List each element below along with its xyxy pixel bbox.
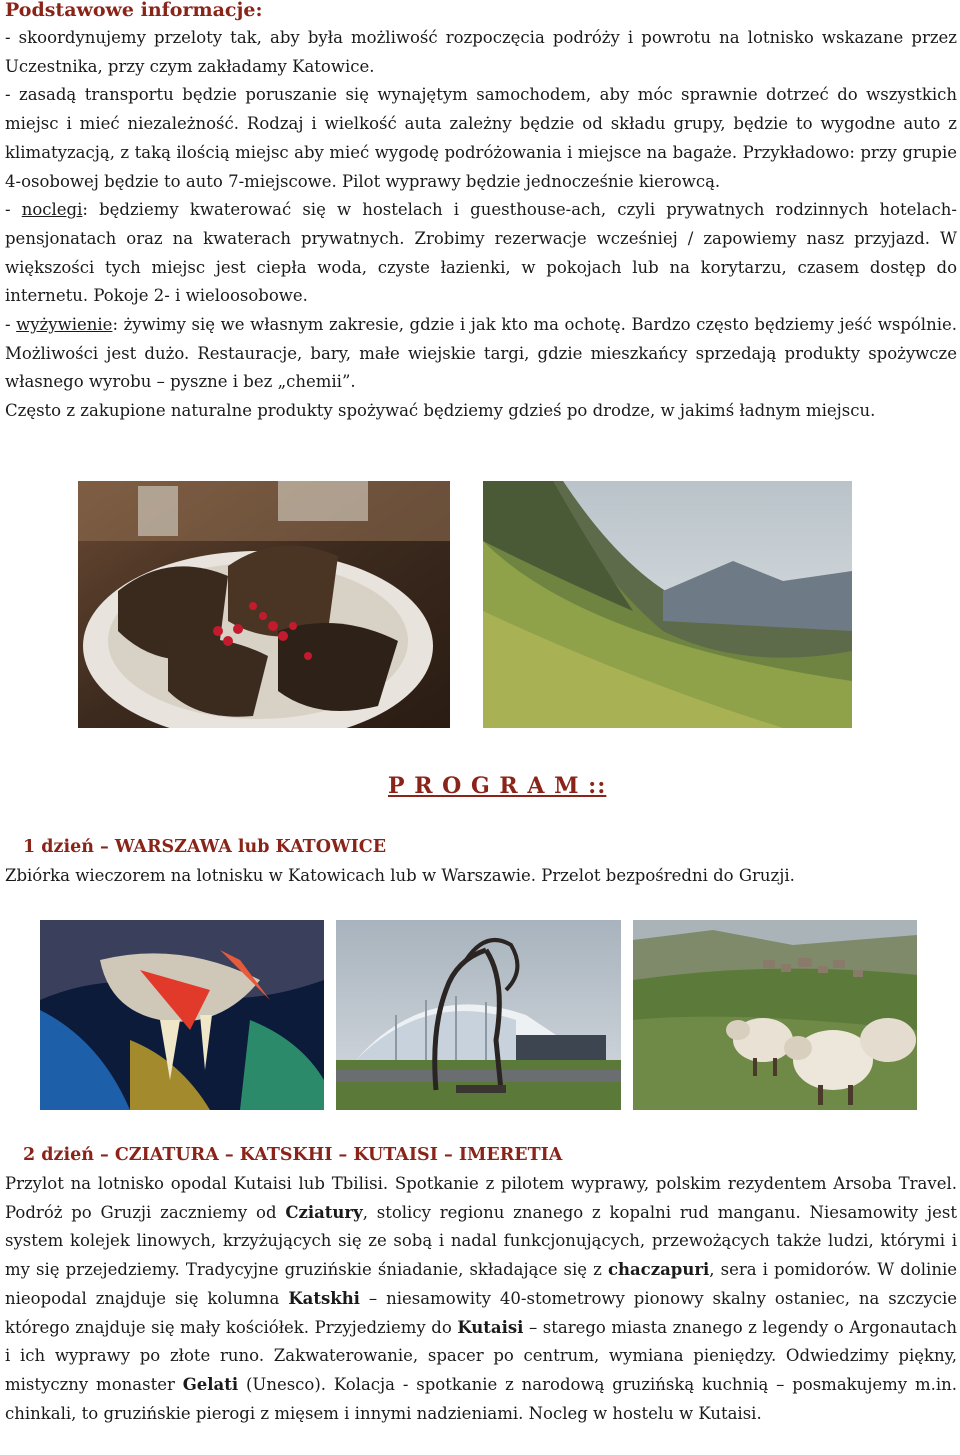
- day2-text-part: – niesamowity 40-stometrowy pionowy skalny ostaniec, na szczycie którego znajduje się mały kościółek. Przyjedziemy do: [5, 1288, 957, 1337]
- accommodation-paragraph: [5, 196, 957, 311]
- building-photo: [336, 920, 621, 1110]
- intro-text: [5, 24, 957, 426]
- accommodation-term: noclegi: [21, 200, 83, 220]
- food-photo: [78, 481, 450, 728]
- place-cziatura: Cziatury: [285, 1202, 363, 1222]
- mountain-photo: [483, 481, 852, 728]
- day2-text-part: – starego miasta znanego z legendy o Argonautach i ich wyprawy po złote runo. Zakwaterowanie, spacer po centrum, wymiana pieniędzy. Odwiedzimy piękny, mistyczny monaster: [5, 1317, 958, 1394]
- day1-title: 1 dzień – WARSZAWA lub KATOWICE: [23, 837, 387, 857]
- village-sheep-photo: [633, 920, 917, 1110]
- day2-text-part: , stolicy regionu znanego z kopalni rud manganu. Niesamowity jest system kolejek linowych, krzyżujących się ze sobą i nadal funkcjonujących, przewożących także ludzi, którymi i my się przejedziemy. Tradycyjne gruzińskie śniadanie, składające się z: [5, 1202, 958, 1280]
- place-gelati: Gelati: [182, 1374, 239, 1394]
- day2-text-part: Przylot na lotnisko opodal Kutaisi lub Tbilisi. Spotkanie z pilotem wyprawy, polskim rezydentem Arsoba Travel. Podróż po Gruzji zaczniemy od: [5, 1174, 957, 1222]
- food-paragraph: [5, 311, 957, 397]
- food-text: : żywimy się we własnym zakresie, gdzie i jak kto ma ochotę. Bardzo często będziemy jeść wspólnie. Możliwości jest dużo. Restauracje, bary, małe wiejskie targi, gdzie mieszkańcy sprzedają produkty spożywcze własnego wyrobu – pyszne i bez „chemii”.: [5, 315, 957, 392]
- day2-title: 2 dzień – CZIATURA – KATSKHI – KUTAISI – IMERETIA: [23, 1145, 563, 1165]
- day2-text: [5, 1170, 957, 1428]
- dish-chaczapuri: chaczapuri: [607, 1260, 710, 1280]
- day2-text-part: (Unesco). Kolacja - spotkanie z narodową gruzińską kuchnią – posmakujemy m.in. chinkali, to gruzińskie pierogi z mięsem i innymi nadzieniami. Nocleg w hostelu w Kutaisi.: [5, 1374, 957, 1423]
- food-note-paragraph: Często z zakupione naturalne produkty spożywać będziemy gdzieś po drodze, w jakimś ładnym miejscu.: [5, 401, 876, 421]
- day1-text: Zbiórka wieczorem na lotnisku w Katowicach lub w Warszawie. Przelot bezpośredni do Gruzji.: [5, 866, 795, 885]
- bullet-dash: -: [5, 200, 22, 220]
- place-katskhi: Katskhi: [288, 1288, 360, 1308]
- bullet-dash: -: [5, 315, 17, 335]
- place-kutaisi: Kutaisi: [457, 1317, 524, 1337]
- food-term: wyżywienie: [16, 315, 113, 335]
- flights-paragraph: - skoordynujemy przeloty tak, aby była możliwość rozpoczęcia podróży i powrotu na lotnisko wskazane przez Uczestnika, przy czym zakładamy Katowice.: [5, 28, 957, 76]
- section-title: Podstawowe informacje:: [5, 0, 263, 21]
- accommodation-text: : będziemy kwaterować się w hostelach i guesthouse-ach, czyli prywatnych rodzinnych hotelach-pensjonatach oraz na kwaterach prywatnych. Zrobimy rezerwacje wcześniej / zapowiemy nasz przyjazd. W większości tych miejsc jest ciepła woda, czyste łazienki, w pokojach lub na korytarzu, czasem dostęp do internetu. Pokoje 2- i wieloosobowe.: [5, 200, 957, 306]
- transport-paragraph: - zasadą transportu będzie poruszanie się wynajętym samochodem, aby móc sprawnie dotrzeć do wszystkich miejsc i mieć niezależność. Rodzaj i wielkość auta zależny będzie od składu grupy, będzie to wygodne auto z klimatyzacją, z taką ilością miejsc aby mieć wygodę podróżowania i miejsce na bagaże. Przykładowo: przy grupie 4-osobowej będzie to auto 7-miejscowe. Pilot wyprawy będzie jednocześnie kierowcą.: [5, 85, 957, 191]
- cave-photo: [40, 920, 324, 1110]
- program-title: P R O G R A M ::: [388, 773, 607, 799]
- day2-text-part: , sera i pomidorów. W dolinie nieopodal znajduje się kolumna: [5, 1260, 958, 1308]
